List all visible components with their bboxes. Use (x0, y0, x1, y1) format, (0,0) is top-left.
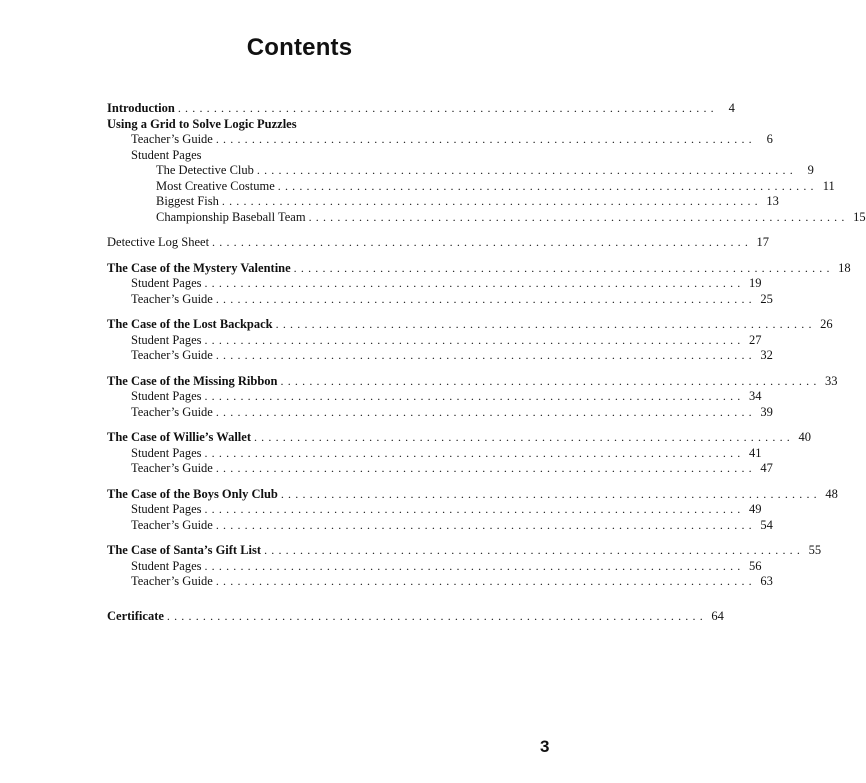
toc-entry[interactable] (107, 332, 762, 349)
toc-entry[interactable] (107, 132, 773, 148)
toc-entry-page: 15 (853, 209, 866, 224)
page-title: Contents (246, 34, 353, 61)
toc-entry-page: 39 (760, 404, 773, 419)
table-of-contents (107, 101, 866, 624)
toc-entry[interactable] (107, 117, 517, 133)
toc-entry-label: Using a Grid to Solve Logic Puzzles (107, 116, 297, 131)
toc-entry[interactable] (107, 101, 735, 117)
toc-entry[interactable] (107, 574, 773, 590)
dot-leader: ........................................................................... (204, 276, 745, 290)
toc-entry[interactable] (107, 461, 773, 477)
dot-leader: ........................................................................... (215, 404, 756, 419)
toc-entry-label: The Case of Santa’s Gift List (107, 543, 262, 557)
toc-entry-label: The Case of the Boys Only Club (107, 486, 278, 501)
dot-leader: ........................................................................... (204, 389, 745, 403)
toc-entry-page: 26 (820, 317, 833, 331)
toc-entry-page: 64 (711, 608, 724, 623)
toc-entry[interactable] (107, 209, 866, 226)
toc-entry[interactable] (107, 291, 773, 308)
dot-leader: ........................................................................... (264, 543, 805, 557)
dot-leader: ........................................................................... (212, 235, 753, 249)
toc-entry-label: Most Creative Costume (156, 178, 275, 193)
toc-entry-label: Student Pages (131, 276, 202, 290)
toc-entry-label: Student Pages (131, 147, 202, 162)
toc-entry-label: Teacher’s Guide (131, 291, 213, 306)
toc-entry-label: Biggest Fish (156, 194, 219, 208)
toc-entry[interactable] (107, 178, 835, 195)
toc-entry[interactable] (107, 260, 851, 277)
toc-entry-page: 9 (807, 163, 814, 177)
toc-entry-page: 49 (748, 502, 762, 516)
dot-leader: ........................................................................... (280, 373, 821, 388)
toc-entry-page: 54 (760, 517, 773, 532)
dot-leader: ........................................................................... (308, 209, 849, 224)
dot-leader: ........................................................................... (215, 132, 756, 146)
toc-entry-label: The Case of the Lost Backpack (107, 317, 273, 331)
toc-entry-label: The Detective Club (156, 163, 254, 177)
toc-entry-page: 41 (748, 445, 762, 460)
dot-leader: ........................................................................... (204, 502, 745, 516)
toc-entry[interactable] (107, 317, 833, 333)
dot-leader: ........................................................................... (277, 178, 818, 193)
toc-entry-page: 63 (760, 574, 773, 588)
dot-leader: ........................................................................... (253, 430, 794, 444)
toc-entry-page: 48 (825, 486, 838, 501)
dot-leader: ........................................................................... (204, 558, 745, 573)
toc-entry-label: The Case of Willie’s Wallet (107, 430, 251, 444)
dot-leader: ........................................................................... (177, 101, 718, 115)
toc-entry[interactable] (107, 163, 814, 179)
toc-entry-page: 47 (760, 461, 773, 475)
toc-entry-page: 32 (760, 348, 773, 362)
dot-leader: ........................................................................... (215, 574, 756, 588)
dot-leader: ........................................................................... (256, 163, 797, 177)
dot-leader: ........................................................................... (280, 486, 821, 501)
dot-leader: ........................................................................... (221, 194, 762, 208)
toc-entry-page: 6 (766, 132, 773, 146)
dot-leader: ........................................................................... (215, 348, 756, 362)
dot-leader: ........................................................................... (215, 517, 756, 532)
toc-entry-label: The Case of the Mystery Valentine (107, 260, 291, 275)
toc-entry[interactable] (107, 389, 762, 405)
toc-entry-label: Student Pages (131, 389, 202, 403)
toc-entry-label: The Case of the Missing Ribbon (107, 373, 278, 388)
toc-entry-page: 19 (748, 276, 762, 290)
toc-entry-label: Teacher’s Guide (131, 517, 213, 532)
toc-entry[interactable] (107, 543, 822, 559)
toc-entry[interactable] (107, 194, 779, 210)
toc-entry-label: Detective Log Sheet (107, 235, 210, 249)
toc-entry-page: 34 (748, 389, 762, 403)
toc-entry[interactable] (107, 517, 773, 534)
toc-entry-page: 27 (748, 332, 762, 347)
toc-entry[interactable] (107, 148, 517, 164)
toc-entry-page: 25 (760, 291, 773, 306)
toc-entry-page: 55 (808, 543, 822, 557)
toc-entry[interactable] (107, 486, 838, 503)
dot-leader: ........................................................................... (204, 445, 745, 460)
toc-entry-label: Introduction (107, 101, 175, 115)
toc-entry[interactable] (107, 445, 762, 462)
dot-leader: ........................................................................... (275, 317, 816, 331)
toc-entry[interactable] (107, 348, 773, 364)
toc-entry-label: Teacher’s Guide (131, 461, 213, 475)
toc-entry[interactable] (107, 235, 770, 251)
toc-entry-label: Student Pages (131, 502, 202, 516)
dot-leader: ........................................................................... (293, 260, 834, 275)
toc-entry-page: 4 (728, 101, 735, 115)
toc-entry-label: Teacher’s Guide (131, 574, 213, 588)
toc-entry[interactable] (107, 404, 773, 421)
dot-leader: ........................................................................... (166, 608, 707, 623)
toc-entry-page: 33 (825, 373, 838, 388)
toc-entry-page: 40 (798, 430, 811, 444)
toc-entry-label: Certificate (107, 608, 164, 623)
toc-entry-label: Teacher’s Guide (131, 348, 213, 362)
dot-leader: ........................................................................... (215, 461, 756, 475)
toc-entry-page: 11 (822, 178, 835, 193)
toc-entry-page: 17 (756, 235, 770, 249)
toc-entry-page: 56 (748, 558, 762, 573)
dot-leader: ........................................................................... (204, 332, 745, 347)
toc-entry-page: 13 (766, 194, 779, 208)
dot-leader: ........................................................................... (215, 291, 756, 306)
toc-entry[interactable] (107, 558, 762, 575)
toc-entry-page: 18 (838, 260, 851, 275)
page-number: 3 (540, 737, 550, 756)
toc-entry[interactable] (107, 276, 762, 292)
toc-entry[interactable] (107, 373, 838, 390)
toc-entry-label: Teacher’s Guide (131, 132, 213, 146)
toc-entry-label: Teacher’s Guide (131, 404, 213, 419)
toc-entry[interactable] (107, 502, 762, 518)
toc-entry-label: Championship Baseball Team (156, 209, 306, 224)
toc-entry-label: Student Pages (131, 558, 202, 573)
toc-entry-label: Student Pages (131, 445, 202, 460)
toc-entry-label: Student Pages (131, 332, 202, 347)
toc-entry[interactable] (107, 430, 811, 446)
toc-entry[interactable] (107, 608, 724, 625)
